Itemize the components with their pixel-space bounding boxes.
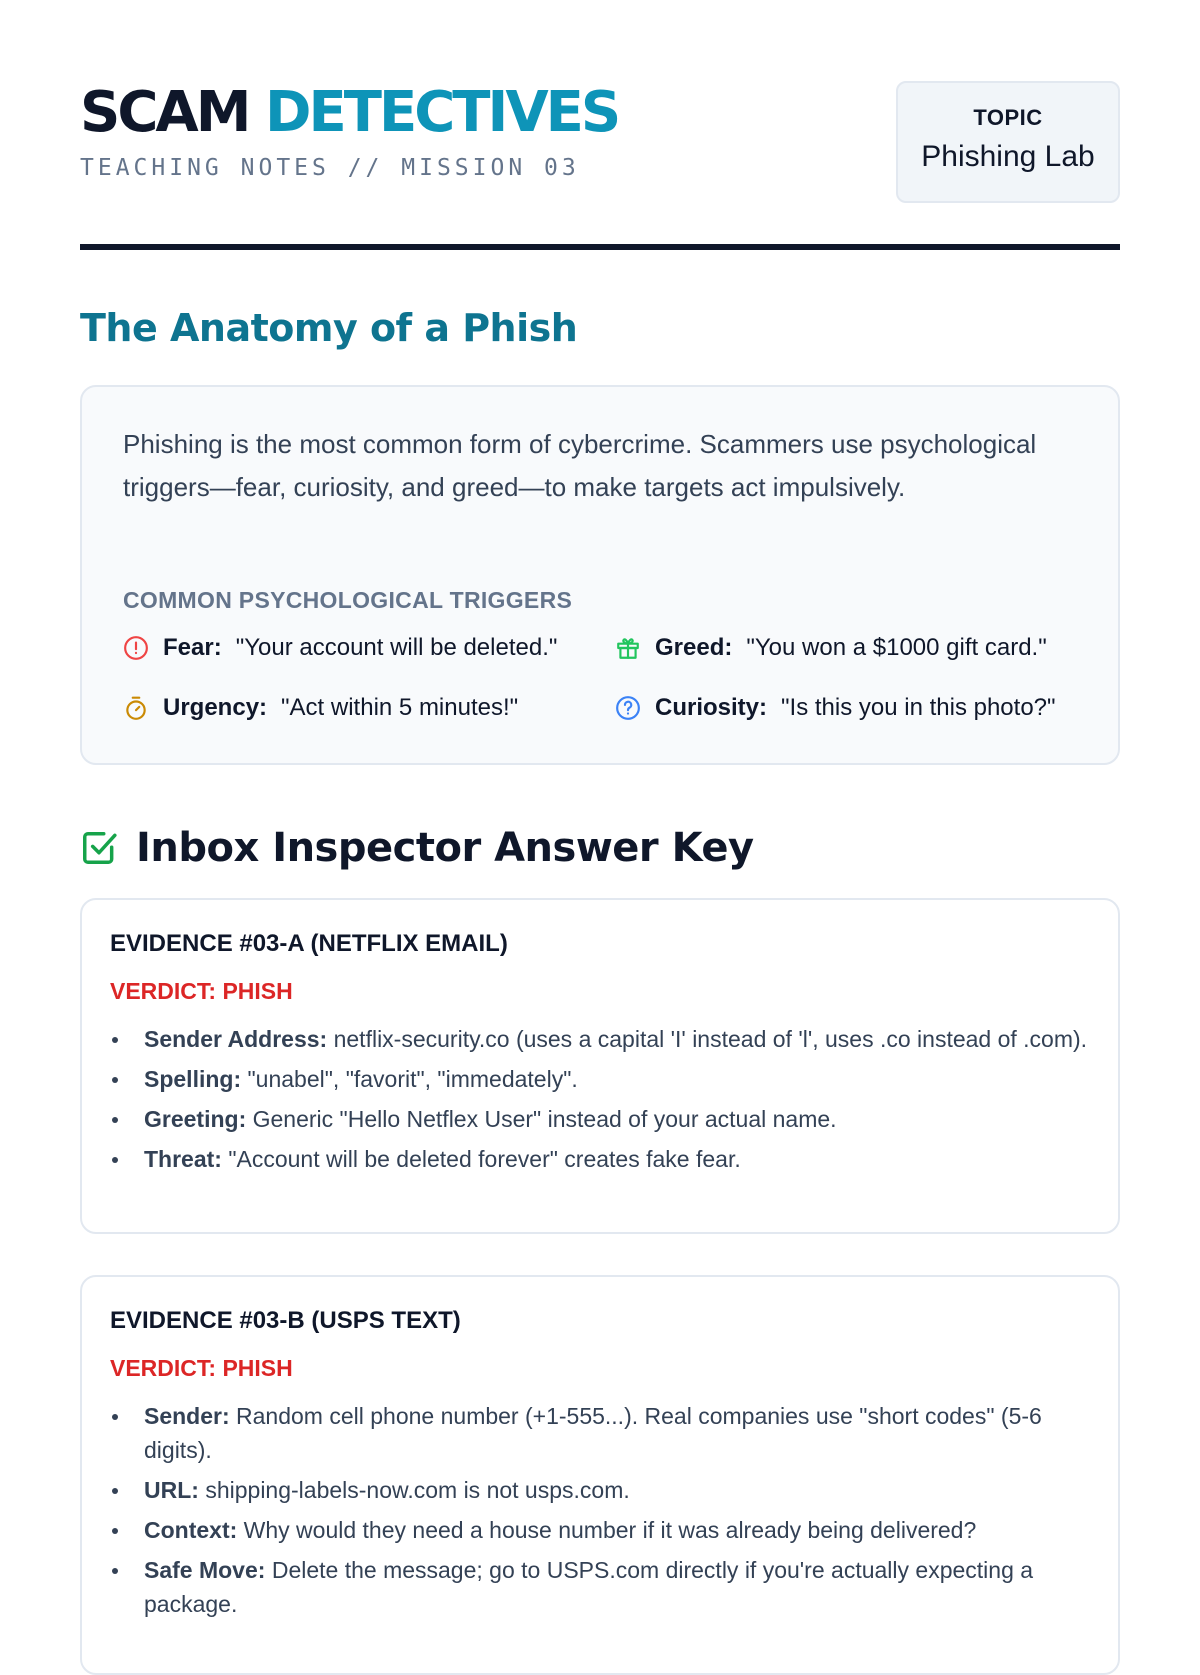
verdict-label: VERDICT: PHISH: [110, 978, 293, 1004]
evidence-card-usps: [80, 1275, 1120, 1675]
finding-text: "unabel", "favorit", "immedately".: [247, 1066, 578, 1092]
list-item: [110, 1142, 1090, 1176]
list-item: [110, 1102, 1090, 1136]
header-divider: [80, 244, 1120, 250]
trigger-name: Urgency:: [163, 694, 268, 721]
finding-key: Greeting:: [144, 1106, 247, 1132]
list-item: [110, 1062, 1090, 1096]
answer-key-section-title: [80, 820, 754, 876]
page-header: [80, 0, 1120, 250]
check-square-icon: [80, 829, 118, 867]
list-item: [110, 1399, 1090, 1467]
finding-key: Threat:: [144, 1146, 222, 1172]
topic-label: TOPIC: [973, 105, 1043, 130]
teaching-notes-page: [80, 0, 1120, 1617]
finding-key: Sender Address:: [144, 1026, 328, 1052]
trigger-name: Fear:: [163, 634, 222, 661]
alert-circle-icon: [123, 635, 149, 661]
trigger-name: Curiosity:: [655, 694, 768, 721]
page-subtitle: TEACHING NOTES // MISSION 03: [80, 155, 580, 181]
evidence-findings-list: [110, 1399, 1090, 1627]
trigger-quote: "You won a $1000 gift card.": [746, 634, 1047, 661]
evidence-findings-list: [110, 1022, 1090, 1182]
trigger-urgency: [123, 692, 518, 724]
brand-title: [80, 82, 618, 144]
trigger-quote: "Your account will be deleted.": [235, 634, 558, 661]
finding-key: Safe Move:: [144, 1557, 266, 1583]
anatomy-section-title: The Anatomy of a Phish: [80, 306, 578, 350]
brand-title-part2: DETECTIVES: [265, 80, 619, 145]
trigger-curiosity: [615, 692, 1056, 724]
finding-text: netflix-security.co (uses a capital 'I' instead of 'l', uses .co instead of .com).: [333, 1026, 1088, 1052]
finding-text: Random cell phone number (+1-555...). Real companies use "short codes" (5-6 digits).: [144, 1403, 1042, 1463]
trigger-greed: [615, 632, 1047, 664]
finding-text: "Account will be deleted forever" creates fake fear.: [228, 1146, 741, 1172]
finding-text: Generic "Hello Netflex User" instead of your actual name.: [252, 1106, 837, 1132]
triggers-heading: COMMON PSYCHOLOGICAL TRIGGERS: [123, 587, 573, 613]
topic-value: Phishing Lab: [921, 140, 1095, 173]
finding-key: Sender:: [144, 1403, 230, 1429]
list-item: [110, 1513, 1090, 1547]
topic-badge: [896, 81, 1120, 203]
verdict-label: VERDICT: PHISH: [110, 1355, 293, 1381]
finding-text: shipping-labels-now.com is not usps.com.: [205, 1477, 630, 1503]
anatomy-intro-card: [80, 385, 1120, 765]
trigger-fear: [123, 632, 557, 664]
list-item: [110, 1473, 1090, 1507]
brand-title-part1: SCAM: [80, 80, 249, 145]
list-item: [110, 1022, 1090, 1056]
finding-text: Why would they need a house number if it was already being delivered?: [243, 1517, 977, 1543]
finding-key: Spelling:: [144, 1066, 242, 1092]
evidence-title: EVIDENCE #03-A (NETFLIX EMAIL): [110, 930, 508, 957]
stopwatch-icon: [123, 695, 149, 721]
answer-key-title: Inbox Inspector Answer Key: [136, 825, 754, 871]
trigger-name: Greed:: [655, 634, 733, 661]
evidence-card-netflix: [80, 898, 1120, 1234]
finding-key: Context:: [144, 1517, 238, 1543]
list-item: [110, 1553, 1090, 1621]
gift-icon: [615, 635, 641, 661]
trigger-quote: "Is this you in this photo?": [781, 694, 1056, 721]
finding-text: Delete the message; go to USPS.com directly if you're actually expecting a package.: [144, 1557, 1034, 1617]
anatomy-intro-text: Phishing is the most common form of cybercrime. Scammers use psychological triggers—fear, curiosity, and greed—to make targets act impulsively.: [123, 429, 1037, 502]
evidence-title: EVIDENCE #03-B (USPS TEXT): [110, 1307, 461, 1334]
question-circle-icon: [615, 695, 641, 721]
finding-key: URL:: [144, 1477, 199, 1503]
trigger-quote: "Act within 5 minutes!": [281, 694, 519, 721]
